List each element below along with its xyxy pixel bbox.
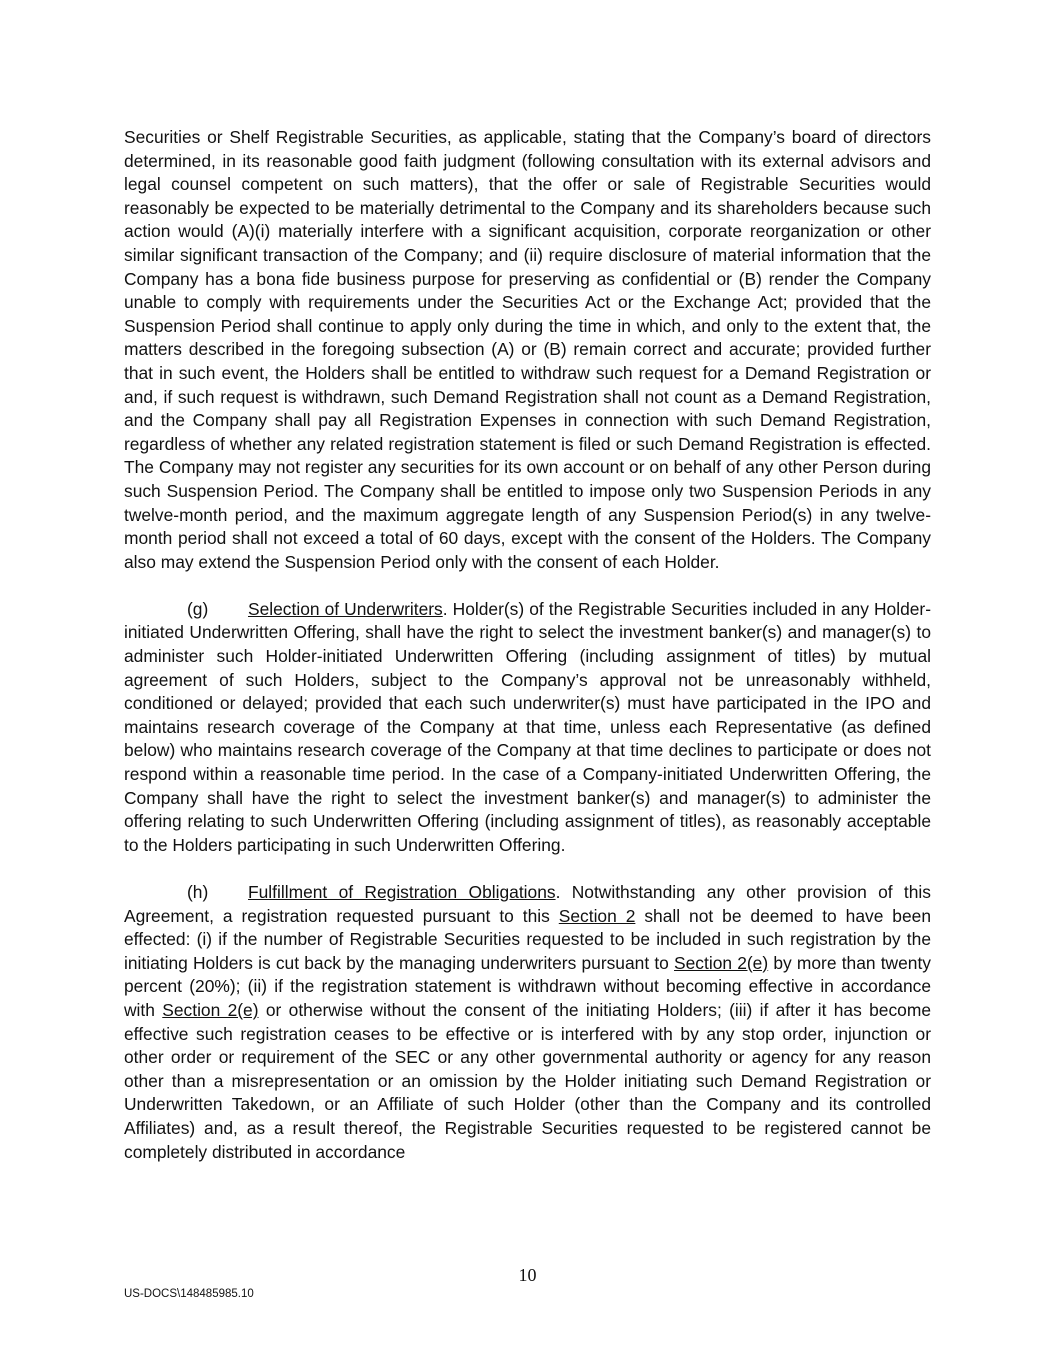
cross-reference-section-2: Section 2 [558, 905, 636, 926]
paragraph-text: . Holder(s) of the Registrable Securities included in any Holder-initiated Underwritten Offering, shall have the right to select the investment banker(s) and manager(s) to administer such Holder-initiated Underwritten Offering (including assignment of titles) by mutual agreement of such Holders, subject to the Company’s approval not be unreasonably withheld, conditioned or delayed; provided that each such underwriter(s) must have participated in the IPO and maintains research coverage of the Company at that time, unless each Representative (as defined below) who maintains research coverage of the Company at that time declines to participate or does not respond within a reasonable time period. In the case of a Company-initiated Underwritten Offering, the Company shall have the right to select the investment banker(s) and manager(s) to administer the offering relating to such Underwritten Offering (including assignment of titles), as reasonably acceptable to the Holders participating in such Underwritten Offering. [124, 598, 932, 855]
paragraph-text: or otherwise without the consent of the initiating Holders; (iii) if after it has become effective such registration ceases to be effective or is interfered with by any stop order, injunction or other order or requirement of the SEC or any other governmental authority or agency for any reason other than a misrepresentation or an omission by the Holder initiating such Demand Registration or Underwritten Takedown, or an Affiliate of such Holder (other than the Company and its controlled Affiliates) and, as a result thereof, the Registrable Securities requested to be registered cannot be completely distributed in accordance [124, 999, 931, 1162]
paragraph-suspension-period [124, 126, 931, 574]
paragraph-text: Securities or Shelf Registrable Securities, as applicable, stating that the Company’s board of directors determined, in its reasonable good faith judgment (following consultation with its external advisors and legal counsel competent on such matters), that the offer or sale of Registrable Securities would reasonably be expected to be materially detrimental to the Company and its shareholders because such action would (A)(i) materially interfere with a significant acquisition, corporate reorganization or other similar significant transaction of the Company; and (ii) require disclosure of material information that the Company has a bona fide business purpose for preserving as confidential or (B) render the Company unable to comply with requirements under the Securities Act or the Exchange Act; provided that the Suspension Period shall continue to apply only during the time in which, and only to the extent that, the matters described in the foregoing subsection (A) or (B) remain correct and accurate; provided further that in such event, the Holders shall be entitled to withdraw such request for a Demand Registration or and, if such request is withdrawn, such Demand Registration shall not count as a Demand Registration, and the Company shall pay all Registration Expenses in connection with such Demand Registration, regardless of whether any related registration statement is filed or such Demand Registration is effected. The Company may not register any securities for its own account or on behalf of any other Person during such Suspension Period. The Company shall be entitled to impose only two Suspension Periods in any twelve-month period, and the maximum aggregate length of any Suspension Period(s) in any twelve-month period shall not exceed a total of 60 days, except with the consent of the Holders. The Company also may extend the Suspension Period only with the consent of each Holder. [124, 127, 931, 572]
paragraph-text: by more than twenty percent (20%); (ii) if the registration statement is withdrawn without becoming effective in accordance with [124, 952, 931, 1020]
section-heading-selection-of-underwriters: Selection of Underwriters [248, 598, 443, 619]
page-number: 10 [518, 1265, 537, 1285]
paragraph-fulfillment-of-registration-obligations [124, 881, 931, 1164]
cross-reference-section-2e: Section 2(e) [674, 952, 769, 973]
cross-reference-section-2e: Section 2(e) [162, 999, 259, 1020]
section-label-h: (h) [187, 882, 209, 902]
document-body [124, 126, 931, 1164]
paragraph-text: . Notwithstanding any other provision of this Agreement, a registration requested pursuant to this [124, 882, 931, 926]
section-heading-fulfillment: Fulfillment of Registration Obligations [248, 882, 556, 902]
section-label-g: (g) [187, 598, 209, 619]
paragraph-selection-of-underwriters [124, 598, 931, 858]
document-id: US-DOCS\148485985.10 [124, 1288, 254, 1300]
paragraph-text: shall not be deemed to have been effected: (i) if the number of Registrable Securities requested to be included in such registration by the initiating Holders is cut back by the managing underwriters pursuant to [124, 905, 931, 973]
